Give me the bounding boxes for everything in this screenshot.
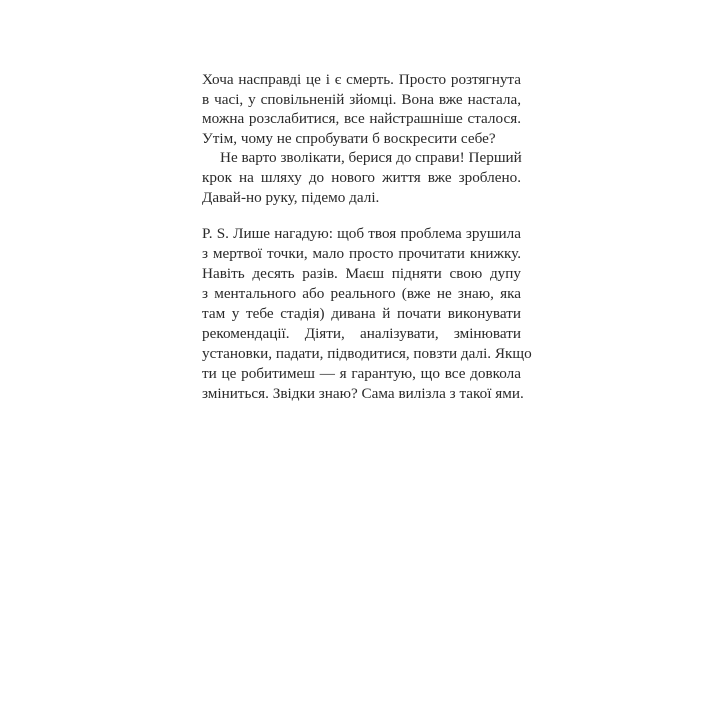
- paragraph-1: [202, 70, 521, 148]
- text-line: Хоча насправді це і є смерть. Просто розтягнута: [202, 71, 521, 88]
- text-line: зміниться. Звідки знаю? Сама вилізла з такої ями.: [202, 385, 524, 403]
- text-line: можна розслабитися, все найстрашніше сталося.: [202, 110, 521, 128]
- text-line: з ментального або реального (вже не знаю, яка: [202, 285, 521, 303]
- paragraph-gap: [202, 207, 521, 224]
- text-line: з мертвої точки, мало просто прочитати книжку.: [202, 245, 521, 263]
- text-line: ти це робитимеш — я гарантую, що все довкола: [202, 365, 521, 383]
- text-line: установки, падати, підводитися, повзти далі. Якщо: [202, 345, 532, 363]
- text-line: P. S. Лише нагадую: щоб твоя проблема зрушила: [202, 225, 521, 243]
- text-line: в часі, у сповільненій зйомці. Вона вже настала,: [202, 90, 521, 108]
- text-line: Не варто зволікати, берися до справи! Перший: [220, 149, 522, 167]
- text-line: Давай-но руку, підемо далі.: [202, 188, 380, 206]
- text-line: Утім, чому не спробувати б воскресити себе?: [202, 129, 496, 147]
- text-line: рекомендації. Діяти, аналізувати, змінювати: [202, 325, 521, 343]
- book-page-text: [202, 70, 532, 404]
- postscript-paragraph: [202, 224, 532, 404]
- text-line: крок на шляху до нового життя вже зроблено.: [202, 168, 521, 186]
- paragraph-2: [202, 148, 521, 207]
- text-line: там у тебе стадія) дивана й почати виконувати: [202, 305, 521, 323]
- text-line: Навіть десять разів. Маєш підняти свою дупу: [202, 265, 521, 283]
